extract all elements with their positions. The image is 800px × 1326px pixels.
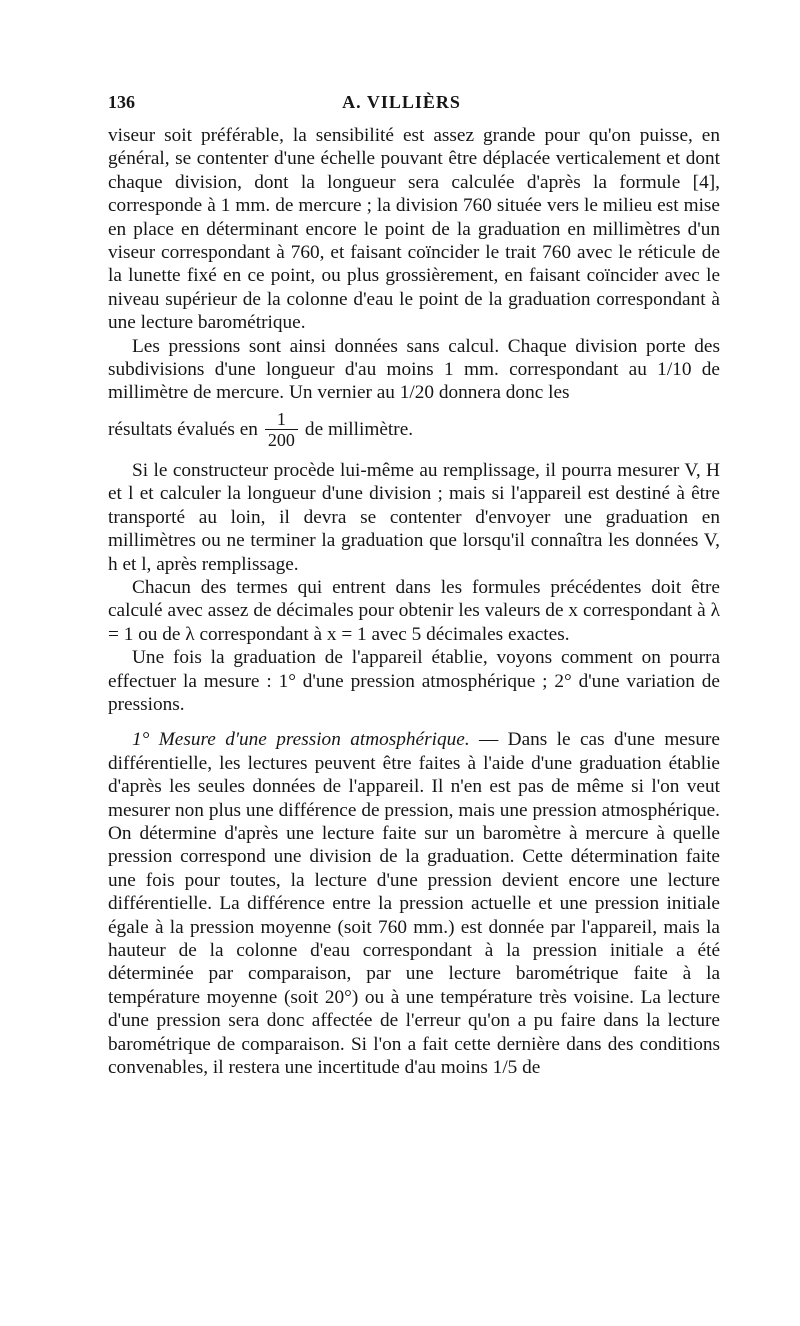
section-gap <box>108 716 720 728</box>
page-header <box>108 92 695 116</box>
fraction-line-text-after: de millimètre. <box>304 419 414 441</box>
fraction-line <box>108 401 720 459</box>
paragraph-6-text: — Dans le cas d'une mesure différentielle, les lectures peuvent être faites à l'aide d'une graduation établie d'après les seules données de l'appareil. Il n'en est pas de même si l'on veut mesurer non plus une différence de pression, mais une pression atmosphérique. On détermine d'après une lecture faite sur un baromètre à mercure à quelle pression correspond une division de la graduation. Cette détermination faite une fois pour toutes, la lecture d'une pression devient encore une lecture différentielle. La différence entre la pression actuelle et une pression initiale égale à la pression moyenne (soit 760 mm.) est donnée par l'appareil, mais la hauteur de la colonne d'eau correspondant à la pression initiale a été déterminée par comparaison, par une lecture barométrique faite à la température moyenne (soit 20°) ou à une température très voisine. La lecture d'une pression sera donc affectée de l'erreur qu'on a pu faire dans la lecture barométrique de comparaison. Si l'on a fait cette dernière dans des conditions convenables, il restera une incertitude d'au moins 1/5 de <box>108 729 720 1079</box>
paragraph-5: Une fois la graduation de l'appareil établie, voyons comment on pourra effectuer la mesure : 1° d'une pression atmosphérique ; 2° d'une variation de pressions. <box>108 647 720 715</box>
fraction-numerator: 1 <box>276 409 286 430</box>
fraction <box>265 409 298 450</box>
paragraph-6 <box>108 728 720 1079</box>
fraction-denominator: 200 <box>265 429 298 450</box>
paragraph-2: Les pressions sont ainsi données sans calcul. Chaque division porte des subdivisions d'une longueur d'au moins 1 mm. correspondant au 1/10 de millimètre de mercure. Un vernier au 1/20 donnera donc les <box>108 335 720 404</box>
page-number: 136 <box>108 92 135 112</box>
body-text <box>108 124 720 1079</box>
running-head: A. VILLIÈRS <box>342 92 461 112</box>
paragraph-3: Si le constructeur procède lui-même au remplissage, il pourra mesurer V, H et l et calculer la longueur d'une division ; mais si l'appareil est destiné à être transporté au loin, il devra se contenter d'envoyer une graduation en millimètres ou ne terminer la graduation que lorsqu'il connaîtra les données V, h et l, après remplissage. <box>108 459 720 575</box>
fraction-line-text-before: résultats évalués en <box>108 419 258 441</box>
section-heading: 1° Mesure d'une pression atmosphérique. <box>132 729 470 751</box>
paragraph-1: viseur soit préférable, la sensibilité est assez grande pour qu'on puisse, en général, se contenter d'une échelle pouvant être déplacée verticalement et dont chaque division, dont la longueur sera calculée d'après la formule [4], corresponde à 1 mm. de mercure ; la division 760 située vers le milieu est mise en place en déterminant encore le point de la graduation en millimètres d'un viseur correspondant à 760, et faisant coïncider le trait 760 avec le réticule de la lunette fixé en ce point, ou plus grossièrement, en faisant coïncider avec le niveau supérieur de la colonne d'eau le point de la graduation correspondant à une lecture barométrique. <box>108 125 720 334</box>
paragraph-4: Chacun des termes qui entrent dans les formules précédentes doit être calculé avec assez de décimales pour obtenir les valeurs de x correspondant à λ = 1 ou de λ correspondant à x = 1 avec 5 décimales exactes. <box>108 576 720 645</box>
